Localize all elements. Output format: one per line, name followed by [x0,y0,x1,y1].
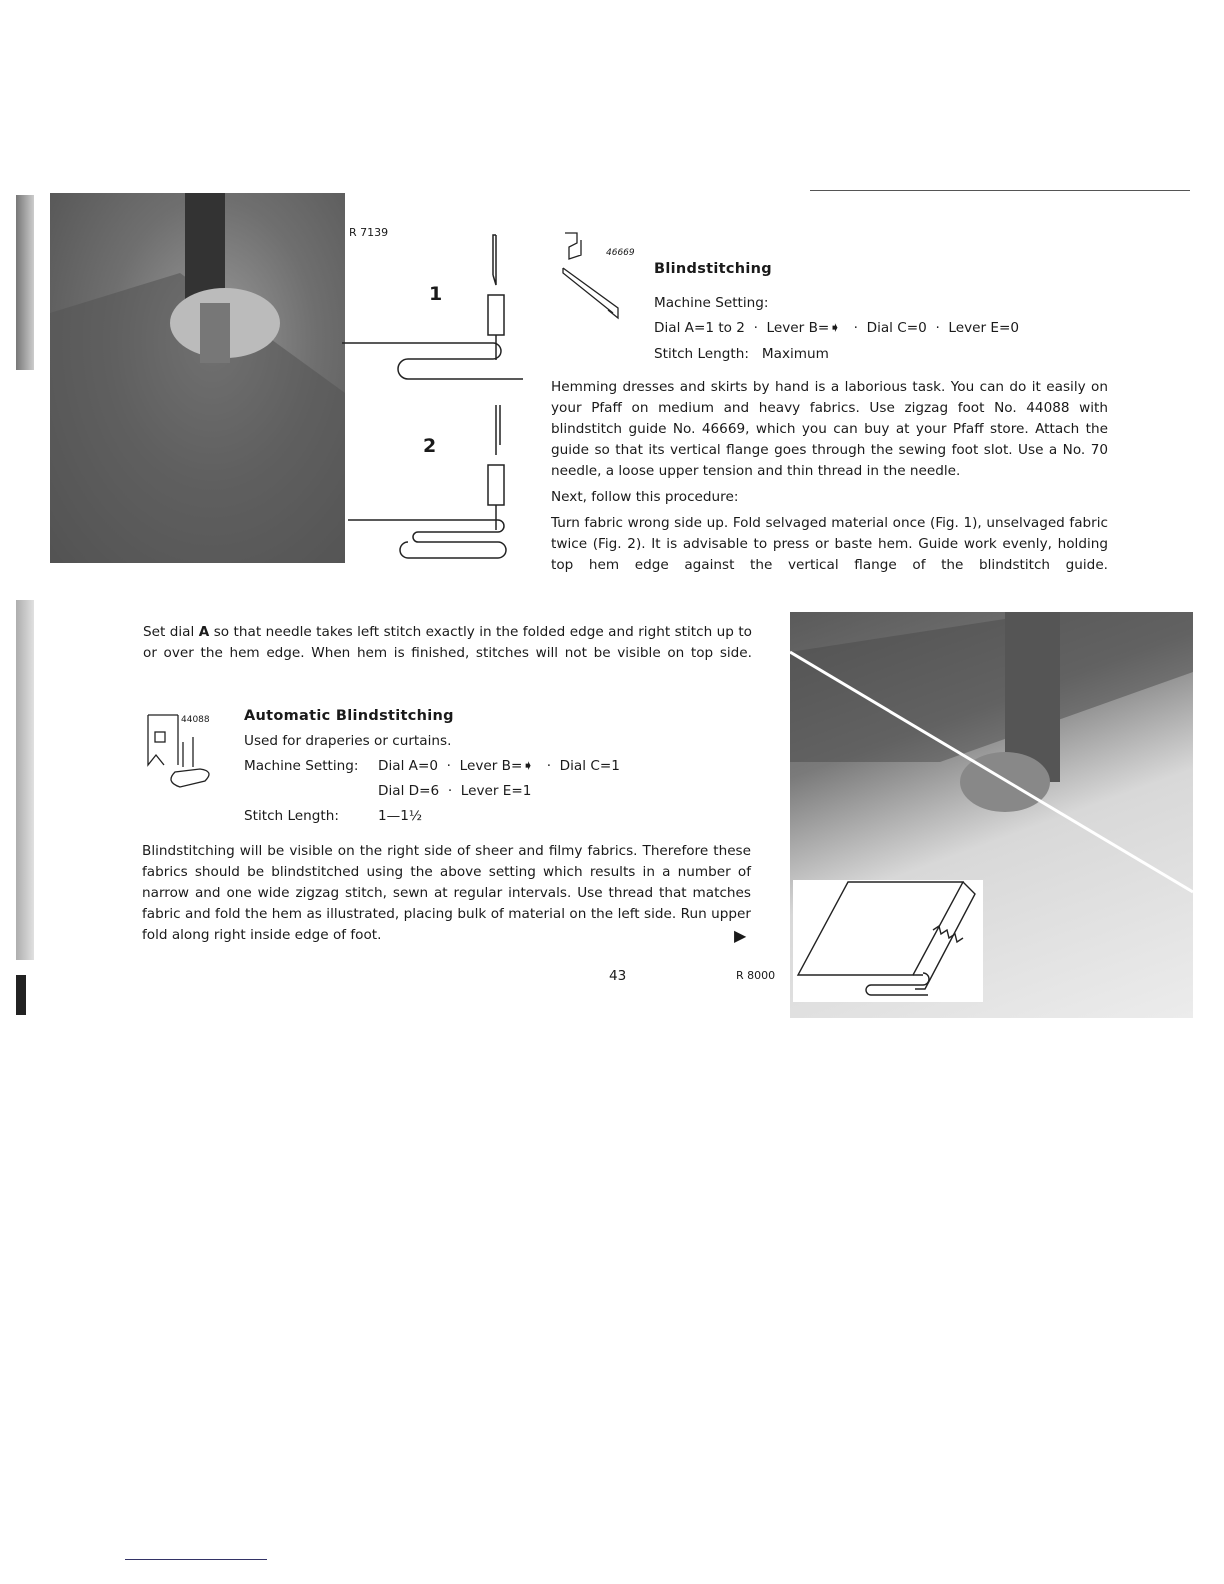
procedure-paragraph: Turn fabric wrong side up. Fold selvaged material once (Fig. 1), unselvaged fabric twice (Fig. 2). It is advisable to press or baste hem. Guide work evenly, holding top hem edge against the vertical flange of the blindstitch guide. [551,515,1108,573]
divider [810,190,1190,191]
scan-edge [16,195,34,370]
machine-setting-label: Machine Setting: [654,295,769,311]
guide-part-number: 46669 [606,248,635,258]
page-number: 43 [609,968,627,984]
automatic-paragraph: Blindstitching will be visible on the right side of sheer and filmy fabrics. Therefore these fabrics should be blindstitched using the above setting which results in a number of narrow and one wide zigzag stitch, sewn at regular intervals. Use thread that matches fabric and fold the hem as illustrated, placing bulk of material on the left side. Run upper fold along right inside edge of foot. [142,843,751,943]
scan-edge [16,600,34,960]
stitch-length-value: 1—1½ [378,808,423,824]
hem-fold-diagram [793,880,983,1002]
fold-diagrams [338,230,533,570]
sewing-photo-top [50,193,345,563]
sewing-foot-illustration [50,193,345,563]
machine-settings: Dial A=1 to 2 · Lever B=➧ · Dial C=0 · Lever E=0 [654,320,1020,336]
continue-arrow-icon: ▶ [734,926,747,945]
foot-part-number: 44088 [181,715,210,725]
divider [125,1559,267,1560]
procedure-intro: Next, follow this procedure: [551,489,739,505]
dial-a-paragraph: Set dial A so that needle takes left stitch exactly in the folded edge and right stitch up to or over the hem edge. When hem is finished, stitches will not be visible on top side. [143,624,752,661]
stitch-length-label: Stitch Length: [244,808,339,824]
blindstitch-guide-icon [555,228,630,320]
photo-label: R 8000 [736,969,776,982]
usage-note: Used for draperies or curtains. [244,733,452,749]
photo-label: R 7139 [349,226,389,239]
scan-edge [16,975,26,1015]
section-title: Blindstitching [654,261,772,277]
fig-1-label: 1 [429,283,443,305]
section-title: Automatic Blindstitching [244,708,454,724]
machine-settings-line-2: Dial D=6 · Lever E=1 [378,783,532,799]
fig-2-label: 2 [423,435,437,457]
intro-paragraph: Hemming dresses and skirts by hand is a laborious task. You can do it easily on your Pfaff on medium and heavy fabrics. Use zigzag foot No. 44088 with blindstitch guide No. 46669, which you can buy at your Pfaff store. Attach the guide so that its vertical flange goes through the sewing foot slot. Use a No. 70 needle, a loose upper tension and thin thread in the needle. [551,379,1108,479]
stitch-length: Stitch Length: Maximum [654,346,829,362]
machine-settings-line-1: Dial A=0 · Lever B=➧ · Dial C=1 [378,758,620,774]
machine-setting-label: Machine Setting: [244,758,359,774]
